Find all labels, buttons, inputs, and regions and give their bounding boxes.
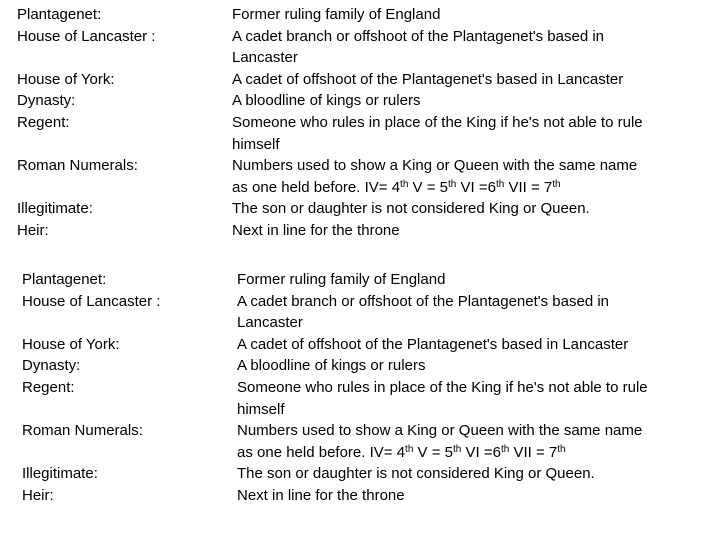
def-york: A cadet of offshoot of the Plantagenet's based in Lancaster bbox=[232, 70, 624, 88]
term-house-of-lancaster: House of Lancaster : bbox=[17, 27, 156, 45]
def-plantagenet: Former ruling family of England bbox=[232, 6, 441, 23]
def-illegitimate: The son or daughter is not considered King or Queen. bbox=[232, 200, 590, 218]
def-lancaster-line-2: Lancaster bbox=[232, 49, 298, 67]
def-roman-line-2: as one held before. IV= 4th V = 5th VI =6th VII = 7th bbox=[237, 443, 566, 461]
term-regent: Regent: bbox=[22, 378, 75, 396]
def-lancaster-line-1: A cadet branch or offshoot of the Plantagenet's based in bbox=[232, 27, 605, 45]
def-lancaster-line-2: Lancaster bbox=[237, 314, 303, 332]
def-lancaster-line-1: A cadet branch or offshoot of the Plantagenet's based in bbox=[237, 292, 610, 310]
def-roman-line-1: Numbers used to show a King or Queen with the same name bbox=[237, 422, 643, 440]
def-heir: Next in line for the throne bbox=[237, 486, 405, 504]
term-roman-numerals: Roman Numerals: bbox=[22, 422, 143, 440]
def-york: A cadet of offshoot of the Plantagenet's based in Lancaster bbox=[237, 335, 629, 353]
def-regent-line-1: Someone who rules in place of the King if he's not able to rule bbox=[237, 378, 648, 396]
def-heir: Next in line for the throne bbox=[232, 221, 400, 239]
term-illegitimate: Illegitimate: bbox=[22, 465, 98, 483]
term-house-of-lancaster: House of Lancaster : bbox=[22, 292, 161, 310]
def-regent-line-1: Someone who rules in place of the King if he's not able to rule bbox=[232, 113, 643, 131]
terms-column bbox=[22, 269, 160, 507]
def-roman-line-1: Numbers used to show a King or Queen with the same name bbox=[232, 157, 638, 175]
def-plantagenet: Former ruling family of England bbox=[237, 271, 446, 288]
definitions-column bbox=[237, 269, 707, 507]
definitions-column bbox=[232, 4, 702, 242]
term-plantagenet: Plantagenet: bbox=[22, 271, 107, 288]
def-dynasty: A bloodline of kings or rulers bbox=[237, 357, 426, 375]
def-illegitimate: The son or daughter is not considered King or Queen. bbox=[237, 465, 595, 483]
term-house-of-york: House of York: bbox=[22, 335, 120, 353]
term-plantagenet: Plantagenet: bbox=[17, 6, 102, 23]
term-roman-numerals: Roman Numerals: bbox=[17, 157, 138, 175]
term-dynasty: Dynasty: bbox=[17, 92, 76, 110]
def-roman-line-2: as one held before. IV= 4th V = 5th VI =6th VII = 7th bbox=[232, 178, 561, 196]
term-heir: Heir: bbox=[17, 221, 49, 239]
def-regent-line-2: himself bbox=[237, 400, 285, 418]
term-house-of-york: House of York: bbox=[17, 70, 115, 88]
term-regent: Regent: bbox=[17, 113, 70, 131]
terms-column bbox=[17, 4, 155, 242]
term-illegitimate: Illegitimate: bbox=[17, 200, 93, 218]
def-regent-line-2: himself bbox=[232, 135, 280, 153]
term-heir: Heir: bbox=[22, 486, 54, 504]
term-dynasty: Dynasty: bbox=[22, 357, 81, 375]
def-dynasty: A bloodline of kings or rulers bbox=[232, 92, 421, 110]
